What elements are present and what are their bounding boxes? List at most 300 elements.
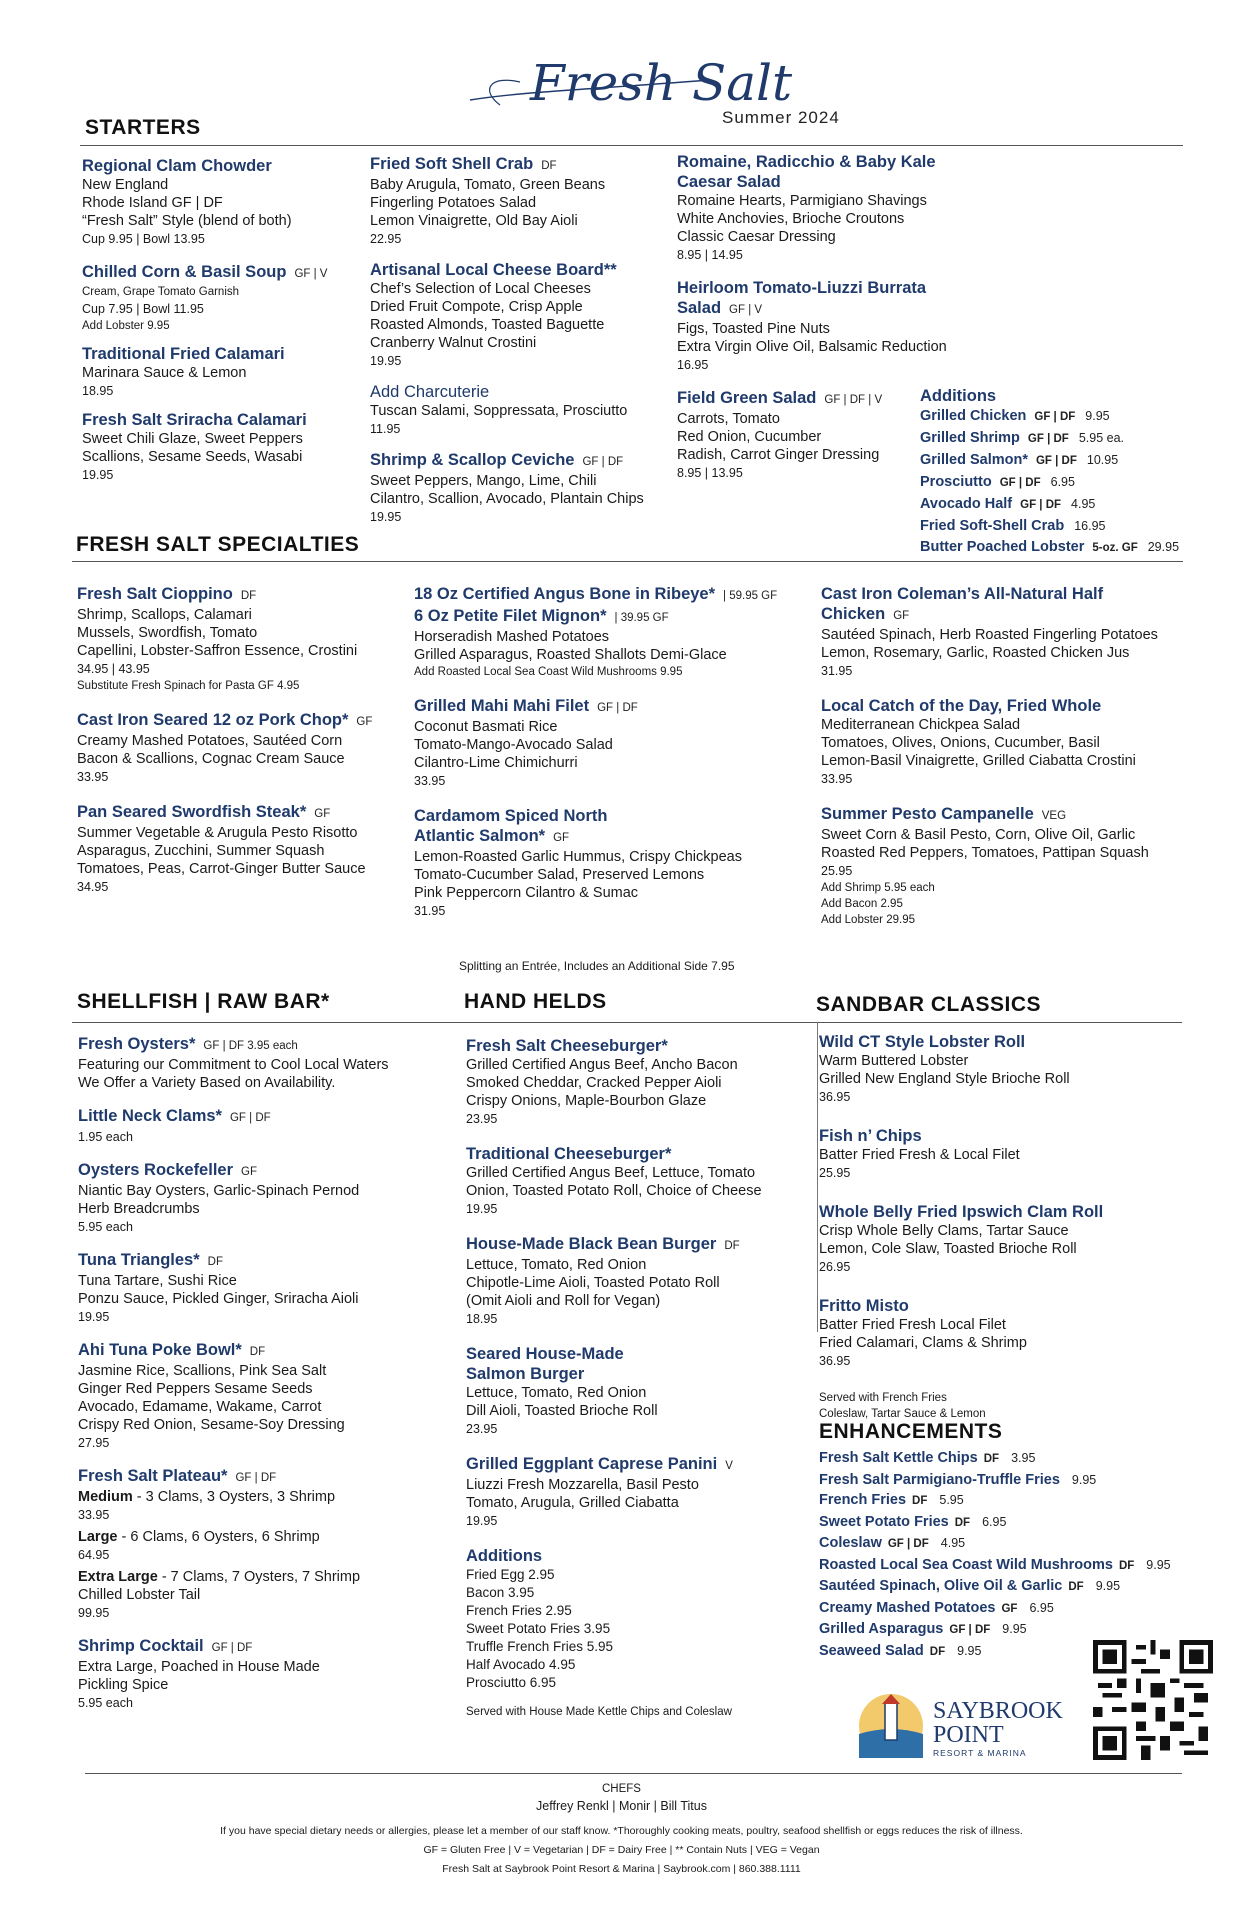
item-price: 8.95 | 13.95 bbox=[677, 466, 743, 480]
item-description: Sweet Chili Glaze, Sweet Peppers bbox=[82, 431, 303, 447]
menu-item bbox=[77, 802, 397, 896]
dietary-tag: GF | V bbox=[294, 268, 328, 280]
item-price: 5.95 each bbox=[78, 1696, 133, 1710]
enhancement-price: 6.95 bbox=[1029, 1600, 1054, 1615]
item-description: Lettuce, Tomato, Red Onion bbox=[466, 1257, 647, 1273]
dietary-tag: GF | DF bbox=[887, 1538, 929, 1550]
item-price: 33.95 bbox=[77, 770, 109, 784]
item-description: Grilled Certified Angus Beef, Lettuce, Tomato bbox=[466, 1165, 756, 1181]
item-name: Fresh Oysters* GF | DF 3.95 each bbox=[78, 1035, 298, 1053]
item-price: 19.95 bbox=[466, 1514, 498, 1528]
item-description: Grilled New England Style Brioche Roll bbox=[819, 1071, 1070, 1087]
item-description: Scallions, Sesame Seeds, Wasabi bbox=[82, 449, 303, 465]
item-price: 33.95 bbox=[821, 772, 853, 786]
menu-item bbox=[82, 344, 362, 400]
item-name: Fresh Salt Cheeseburger* bbox=[466, 1037, 668, 1055]
dietary-tag: GF bbox=[356, 716, 373, 728]
item-description: We Offer a Variety Based on Availability. bbox=[78, 1075, 336, 1091]
item-description: Marinara Sauce & Lemon bbox=[82, 365, 247, 381]
enhancements-heading: ENHANCEMENTS bbox=[819, 1420, 1003, 1443]
sandbar-column bbox=[819, 1032, 1199, 1422]
addition-item: Prosciutto 6.95 bbox=[466, 1675, 557, 1690]
dietary-tag: DF bbox=[929, 1645, 946, 1658]
sandbar-note: Coleslaw, Tartar Sauce & Lemon bbox=[819, 1408, 986, 1420]
item-price: 19.95 bbox=[82, 468, 114, 482]
dietary-tag: GF | DF bbox=[211, 1642, 253, 1654]
item-description: Tomato-Mango-Avocado Salad bbox=[414, 737, 613, 753]
item-price: 31.95 bbox=[414, 904, 446, 918]
addition-price: 9.95 bbox=[1085, 409, 1110, 423]
item-description: Rhode Island GF | DF bbox=[82, 195, 223, 211]
dietary-tag: GF bbox=[241, 1166, 257, 1178]
item-description: Roasted Red Peppers, Tomatoes, Pattipan Squash bbox=[821, 845, 1149, 861]
addition-item: Fried Soft-Shell Crab 16.95 bbox=[920, 518, 1106, 534]
item-price: 36.95 bbox=[819, 1090, 851, 1104]
item-description: Fried Calamari, Clams & Shrimp bbox=[819, 1335, 1027, 1351]
dietary-tag: GF | DF bbox=[1027, 433, 1069, 445]
svg-text:Fresh Salt: Fresh Salt bbox=[530, 54, 793, 112]
menu-item bbox=[78, 1340, 438, 1452]
item-name: Traditional Cheeseburger* bbox=[466, 1145, 672, 1163]
item-description: Lemon-Basil Vinaigrette, Grilled Ciabatta Crostini bbox=[821, 753, 1136, 769]
sandbar-heading: SANDBAR CLASSICS bbox=[816, 993, 1042, 1016]
item-name-secondary: 6 Oz Petite Filet Mignon* | 39.95 GF bbox=[414, 607, 669, 625]
item-name: 18 Oz Certified Angus Bone in Ribeye* | 59.95 GF bbox=[414, 585, 778, 603]
menu-item bbox=[82, 410, 362, 484]
item-description: Batter Fried Fresh & Local Filet bbox=[819, 1147, 1020, 1163]
menu-item bbox=[677, 152, 997, 264]
item-description: Pickling Spice bbox=[78, 1677, 169, 1693]
enhancement-item: Creamy Mashed Potatoes GF 6.95 bbox=[819, 1599, 1054, 1616]
item-name: Pan Seared Swordfish Steak* GF bbox=[77, 803, 331, 821]
item-price: 18.95 bbox=[466, 1312, 498, 1326]
item-description: Classic Caesar Dressing bbox=[677, 229, 836, 245]
addition-item: Grilled Chicken GF | DF 9.95 bbox=[920, 408, 1110, 424]
dietary-tag: DF bbox=[983, 1453, 1000, 1465]
chefs-names: Jeffrey Renkl | Monir | Bill Titus bbox=[536, 1799, 707, 1813]
menu-item bbox=[821, 696, 1221, 788]
addition-item: Half Avocado 4.95 bbox=[466, 1657, 576, 1672]
item-description: “Fresh Salt” Style (blend of both) bbox=[82, 213, 292, 229]
svg-text:SAYBROOK: SAYBROOK bbox=[933, 1698, 1063, 1724]
menu-item bbox=[82, 156, 362, 248]
menu-item bbox=[370, 450, 670, 526]
plateau-item bbox=[78, 1466, 438, 1622]
addition-price: 10.95 bbox=[1086, 453, 1119, 467]
plateau-tier: Extra Large - 7 Clams, 7 Oysters, 7 Shrimp bbox=[78, 1569, 361, 1585]
item-description: Bacon & Scallions, Cognac Cream Sauce bbox=[77, 751, 345, 767]
dietary-tag: GF | DF bbox=[582, 456, 624, 468]
dietary-tag: GF bbox=[1001, 1602, 1018, 1615]
item-name: Seared House-Made Salmon Burger bbox=[466, 1345, 624, 1383]
enhancement-item: Fresh Salt Parmigiano-Truffle Fries 9.95 bbox=[819, 1471, 1097, 1488]
item-description: Carrots, Tomato bbox=[677, 411, 780, 427]
item-description: Baby Arugula, Tomato, Green Beans bbox=[370, 177, 606, 193]
item-description: Dill Aioli, Toasted Brioche Roll bbox=[466, 1403, 658, 1419]
enhancement-item: Sweet Potato Fries DF 6.95 bbox=[819, 1513, 1007, 1530]
item-description: White Anchovies, Brioche Croutons bbox=[677, 211, 905, 227]
menu-item bbox=[819, 1032, 1199, 1106]
item-price: 19.95 bbox=[370, 510, 402, 524]
item-description: Cilantro, Scallion, Avocado, Plantain Chips bbox=[370, 491, 644, 507]
menu-item bbox=[677, 278, 997, 374]
item-name: Cast Iron Seared 12 oz Pork Chop* GF bbox=[77, 711, 373, 729]
enhancement-item: Grilled Asparagus GF | DF 9.95 bbox=[819, 1621, 1027, 1637]
enhancement-price: 9.95 bbox=[1002, 1622, 1027, 1636]
item-description: Sweet Peppers, Mango, Lime, Chili bbox=[370, 473, 597, 489]
menu-item bbox=[819, 1296, 1199, 1370]
item-price: 27.95 bbox=[78, 1436, 110, 1450]
item-price: 19.95 bbox=[466, 1202, 498, 1216]
menu-item bbox=[82, 262, 362, 334]
menu-item bbox=[78, 1034, 438, 1092]
specialties-column-3 bbox=[821, 584, 1221, 944]
item-name: Ahi Tuna Poke Bowl* DF bbox=[78, 1341, 266, 1359]
item-description: Lettuce, Tomato, Red Onion bbox=[466, 1385, 647, 1401]
item-name: Shrimp & Scallop Ceviche GF | DF bbox=[370, 451, 624, 469]
sandbar-note: Served with French Fries bbox=[819, 1392, 947, 1404]
chefs-title: CHEFS bbox=[602, 1783, 641, 1795]
dietary-tag: DF bbox=[240, 590, 257, 602]
item-name: House-Made Black Bean Burger DF bbox=[466, 1235, 740, 1253]
addition-item: Grilled Salmon* GF | DF 10.95 bbox=[920, 452, 1119, 468]
enhancement-price: 3.95 bbox=[1011, 1451, 1036, 1465]
starters-heading: STARTERS bbox=[85, 116, 201, 139]
item-price: 23.95 bbox=[466, 1422, 498, 1436]
item-name: Grilled Eggplant Caprese Panini V bbox=[466, 1455, 733, 1473]
dietary-tag: GF bbox=[553, 832, 570, 844]
dietary-tag: DF bbox=[724, 1240, 740, 1252]
addition-item: Truffle French Fries 5.95 bbox=[466, 1639, 614, 1654]
item-description: Fingerling Potatoes Salad bbox=[370, 195, 537, 211]
addition-item: Sweet Potato Fries 3.95 bbox=[466, 1621, 611, 1636]
item-price: 22.95 bbox=[370, 232, 402, 246]
dietary-tag: GF | DF bbox=[1020, 499, 1062, 511]
item-description: Avocado, Edamame, Wakame, Carrot bbox=[78, 1399, 322, 1415]
specialties-column-2 bbox=[414, 584, 814, 936]
addition-item: Grilled Shrimp GF | DF 5.95 ea. bbox=[920, 430, 1125, 446]
item-description: Smoked Cheddar, Cracked Pepper Aioli bbox=[466, 1075, 722, 1091]
item-price: 11.95 bbox=[370, 422, 401, 436]
item-price: 8.95 | 14.95 bbox=[677, 248, 743, 262]
item-description: Tuscan Salami, Soppressata, Prosciutto bbox=[370, 403, 628, 419]
item-name: Cardamom Spiced North Atlantic Salmon* GF bbox=[414, 807, 608, 845]
item-description: Capellini, Lobster-Saffron Essence, Crostini bbox=[77, 643, 358, 659]
dietary-tag: GF bbox=[314, 808, 331, 820]
item-description: Sautéed Spinach, Herb Roasted Fingerling Potatoes bbox=[821, 627, 1158, 643]
menu-item bbox=[77, 584, 397, 694]
contact-line: Fresh Salt at Saybrook Point Resort & Marina | Saybrook.com | 860.388.1111 bbox=[442, 1863, 801, 1875]
item-price: 33.95 bbox=[414, 774, 446, 788]
item-description: Cilantro-Lime Chimichurri bbox=[414, 755, 578, 771]
item-name: Whole Belly Fried Ipswich Clam Roll bbox=[819, 1203, 1104, 1221]
dietary-tag: GF | DF bbox=[235, 1472, 277, 1484]
item-name: Traditional Fried Calamari bbox=[82, 345, 285, 363]
enhancement-price: 5.95 bbox=[939, 1493, 964, 1507]
menu-item bbox=[414, 696, 814, 790]
item-extra: Add Lobster 9.95 bbox=[82, 320, 170, 332]
addition-item: Butter Poached Lobster 5-oz. GF 29.95 bbox=[920, 539, 1180, 555]
item-price: 25.95 bbox=[821, 864, 853, 878]
menu-item bbox=[466, 1454, 806, 1530]
dietary-tag: DF bbox=[912, 1495, 928, 1507]
item-price: 23.95 bbox=[466, 1112, 498, 1126]
item-description: Grilled Certified Angus Beef, Ancho Bacon bbox=[466, 1057, 738, 1073]
menu-item bbox=[77, 710, 397, 786]
starters-column-1 bbox=[82, 156, 362, 494]
item-description: Tomato, Arugula, Grilled Ciabatta bbox=[466, 1495, 679, 1511]
item-name: Tuna Triangles* DF bbox=[78, 1251, 223, 1269]
item-description: Extra Large, Poached in House Made bbox=[78, 1659, 320, 1675]
enhancement-item: Seaweed Salad DF 9.95 bbox=[819, 1642, 982, 1659]
menu-item bbox=[78, 1636, 438, 1712]
menu-item bbox=[466, 1344, 806, 1438]
menu-item bbox=[414, 584, 814, 680]
tier-size: Large bbox=[78, 1529, 118, 1545]
item-description: Romaine Hearts, Parmigiano Shavings bbox=[677, 193, 927, 209]
item-description: Lemon Vinaigrette, Old Bay Aioli bbox=[370, 213, 578, 229]
tier-price: 99.95 bbox=[78, 1606, 110, 1620]
addition-item: French Fries 2.95 bbox=[466, 1603, 572, 1618]
item-description: New England bbox=[82, 177, 169, 193]
item-name: Grilled Mahi Mahi Filet GF | DF bbox=[414, 697, 638, 715]
item-description: Horseradish Mashed Potatoes bbox=[414, 629, 610, 645]
item-description: Figs, Toasted Pine Nuts bbox=[677, 321, 830, 337]
item-description: Warm Buttered Lobster bbox=[819, 1053, 969, 1069]
item-description: Mediterranean Chickpea Salad bbox=[821, 717, 1021, 733]
addition-item: Fried Egg 2.95 bbox=[466, 1567, 555, 1582]
plateau-extra: Chilled Lobster Tail bbox=[78, 1587, 201, 1603]
additions-title: Additions bbox=[466, 1547, 543, 1565]
item-description: Lemon, Cole Slaw, Toasted Brioche Roll bbox=[819, 1241, 1077, 1257]
menu-item bbox=[821, 804, 1221, 928]
enhancement-item: Coleslaw GF | DF 4.95 bbox=[819, 1535, 966, 1551]
item-name: Shrimp Cocktail GF | DF bbox=[78, 1637, 253, 1655]
dietary-tag: | 39.95 GF bbox=[614, 612, 669, 624]
item-description: Shrimp, Scallops, Calamari bbox=[77, 607, 252, 623]
dietary-notice: If you have special dietary needs or allergies, please let a member of our staff know. *Thoroughly cooking meats, poultry, seafood shellfish or eggs reduces the risk of illness. bbox=[220, 1825, 1023, 1837]
dietary-tag: DF bbox=[249, 1346, 266, 1358]
item-price: 1.95 each bbox=[78, 1130, 133, 1144]
item-description: Crispy Red Onion, Sesame-Soy Dressing bbox=[78, 1417, 345, 1433]
item-price: 31.95 bbox=[821, 664, 853, 678]
handhelds-additions bbox=[466, 1546, 806, 1692]
svg-text:POINT: POINT bbox=[933, 1722, 1004, 1748]
item-description: Chipotle-Lime Aioli, Toasted Potato Roll bbox=[466, 1275, 720, 1291]
item-description: Liuzzi Fresh Mozzarella, Basil Pesto bbox=[466, 1477, 699, 1493]
item-name: Add Charcuterie bbox=[370, 383, 490, 401]
item-name: Cast Iron Coleman’s All-Natural Half Chicken GF bbox=[821, 585, 1104, 623]
dietary-tag: DF bbox=[1068, 1581, 1084, 1593]
dietary-tag: GF | DF bbox=[1035, 455, 1077, 467]
enhancements-column bbox=[819, 1420, 1229, 1662]
item-description: Lemon-Roasted Garlic Hummus, Crispy Chickpeas bbox=[414, 849, 742, 865]
rawbar-column bbox=[78, 1034, 438, 1722]
item-name: Little Neck Clams* GF | DF bbox=[78, 1107, 271, 1125]
dietary-tag: | 59.95 GF bbox=[723, 590, 778, 602]
item-description: Lemon, Rosemary, Garlic, Roasted Chicken Jus bbox=[821, 645, 1130, 661]
menu-item bbox=[466, 1144, 806, 1218]
item-description: Featuring our Commitment to Cool Local Waters bbox=[78, 1057, 389, 1073]
item-description: Grilled Asparagus, Roasted Shallots Demi-Glace bbox=[414, 647, 727, 663]
item-name: Fried Soft Shell Crab DF bbox=[370, 155, 557, 173]
menu-item bbox=[370, 154, 670, 248]
dietary-tag: GF | DF bbox=[999, 477, 1041, 489]
item-name: Heirloom Tomato-Liuzzi Burrata Salad GF | V bbox=[677, 279, 927, 317]
starters-column-2 bbox=[370, 154, 670, 538]
item-extra: Add Roasted Local Sea Coast Wild Mushrooms 9.95 bbox=[414, 666, 683, 678]
item-description: Roasted Almonds, Toasted Baguette bbox=[370, 317, 605, 333]
item-name: Field Green Salad GF | DF | V bbox=[677, 389, 883, 407]
dietary-tag: GF bbox=[893, 610, 910, 622]
item-description: Asparagus, Zucchini, Summer Squash bbox=[77, 843, 325, 859]
svg-text:RESORT & MARINA: RESORT & MARINA bbox=[933, 1748, 1027, 1758]
enhancement-price: 9.95 bbox=[957, 1643, 982, 1658]
item-description: Cranberry Walnut Crostini bbox=[370, 335, 537, 351]
item-name: Local Catch of the Day, Fried Whole bbox=[821, 697, 1102, 715]
enhancement-item: Fresh Salt Kettle Chips DF 3.95 bbox=[819, 1450, 1036, 1466]
menu-item bbox=[414, 806, 814, 920]
item-name: Regional Clam Chowder bbox=[82, 157, 272, 175]
addition-item: Prosciutto GF | DF 6.95 bbox=[920, 474, 1075, 490]
item-description: Coconut Basmati Rice bbox=[414, 719, 558, 735]
enhancement-price: 6.95 bbox=[982, 1514, 1007, 1529]
item-price: 25.95 bbox=[819, 1166, 851, 1180]
item-name: Romaine, Radicchio & Baby Kale Caesar Salad bbox=[677, 153, 936, 191]
item-price: Cup 7.95 | Bowl 11.95 bbox=[82, 302, 204, 316]
item-description: Herb Breadcrumbs bbox=[78, 1201, 200, 1217]
enhancement-item: French Fries DF 5.95 bbox=[819, 1492, 964, 1508]
dietary-tag: DF bbox=[954, 1516, 971, 1529]
menu-item bbox=[821, 584, 1221, 680]
item-description: Extra Virgin Olive Oil, Balsamic Reduction bbox=[677, 339, 947, 355]
menu-item bbox=[78, 1106, 438, 1146]
item-description: Mussels, Swordfish, Tomato bbox=[77, 625, 258, 641]
item-description: Onion, Toasted Potato Roll, Choice of Cheese bbox=[466, 1183, 762, 1199]
item-name: Oysters Rockefeller GF bbox=[78, 1161, 257, 1179]
dietary-tag: GF | DF bbox=[949, 1624, 991, 1636]
item-description: Cream, Grape Tomato Garnish bbox=[82, 286, 240, 298]
plateau-tier: Medium - 3 Clams, 3 Oysters, 3 Shrimp bbox=[78, 1489, 336, 1505]
item-description: Red Onion, Cucumber bbox=[677, 429, 822, 445]
tier-size: Extra Large bbox=[78, 1569, 158, 1585]
item-description: Ginger Red Peppers Sesame Seeds bbox=[78, 1381, 313, 1397]
enhancement-price: 4.95 bbox=[940, 1536, 966, 1550]
item-name: Artisanal Local Cheese Board** bbox=[370, 261, 617, 279]
item-name: Wild CT Style Lobster Roll bbox=[819, 1033, 1026, 1051]
item-name: Fresh Salt Cioppino DF bbox=[77, 585, 257, 603]
enhancement-item: Roasted Local Sea Coast Wild Mushrooms DF 9.95 bbox=[819, 1556, 1171, 1573]
menu-item bbox=[370, 382, 670, 438]
item-name: Fresh Salt Sriracha Calamari bbox=[82, 411, 307, 429]
handhelds-note: Served with House Made Kettle Chips and Coleslaw bbox=[466, 1706, 732, 1718]
enhancement-price: 9.95 bbox=[1146, 1557, 1171, 1572]
legend: GF = Gluten Free | V = Vegetarian | DF = Dairy Free | ** Contain Nuts | VEG = Vegan bbox=[423, 1844, 820, 1856]
menu-item bbox=[370, 260, 670, 370]
dietary-tag: GF | DF 3.95 each bbox=[203, 1040, 298, 1052]
enhancement-item: Sautéed Spinach, Olive Oil & Garlic DF 9.95 bbox=[819, 1578, 1121, 1594]
addition-item: Bacon 3.95 bbox=[466, 1585, 535, 1600]
item-description: Ponzu Sauce, Pickled Ginger, Sriracha Aioli bbox=[78, 1291, 359, 1307]
menu-item bbox=[819, 1126, 1199, 1182]
dietary-tag: GF | DF bbox=[597, 702, 638, 714]
additions-title: Additions bbox=[920, 387, 997, 405]
menu-item bbox=[819, 1202, 1199, 1276]
item-name: Fritto Misto bbox=[819, 1297, 909, 1315]
dietary-tag: DF bbox=[207, 1256, 223, 1268]
enhancement-price: 9.95 bbox=[1095, 1579, 1121, 1593]
item-description: Tomatoes, Olives, Onions, Cucumber, Basil bbox=[821, 735, 1100, 751]
item-name: Summer Pesto Campanelle VEG bbox=[821, 805, 1067, 823]
handhelds-column bbox=[466, 1036, 806, 1720]
addition-price: 16.95 bbox=[1074, 519, 1106, 533]
item-price: 18.95 bbox=[82, 384, 114, 398]
item-description: Pink Peppercorn Cilantro & Sumac bbox=[414, 885, 639, 901]
item-description: Tomatoes, Peas, Carrot-Ginger Butter Sauce bbox=[77, 861, 366, 877]
tier-price: 33.95 bbox=[78, 1508, 110, 1522]
item-price: 34.95 bbox=[77, 880, 109, 894]
dietary-tag: V bbox=[725, 1460, 733, 1472]
item-price: 19.95 bbox=[370, 354, 402, 368]
item-description: Crisp Whole Belly Clams, Tartar Sauce bbox=[819, 1223, 1069, 1239]
item-description: Crispy Onions, Maple-Bourbon Glaze bbox=[466, 1093, 707, 1109]
dietary-tag: GF | DF bbox=[1034, 411, 1076, 423]
addition-price: 4.95 bbox=[1071, 497, 1096, 511]
item-description: (Omit Aioli and Roll for Vegan) bbox=[466, 1293, 661, 1309]
item-description: Summer Vegetable & Arugula Pesto Risotto bbox=[77, 825, 358, 841]
item-description: Chef’s Selection of Local Cheeses bbox=[370, 281, 591, 297]
split-entree-note: Splitting an Entrée, Includes an Additional Side 7.95 bbox=[459, 959, 735, 973]
specialties-column-1 bbox=[77, 584, 397, 912]
item-description: Radish, Carrot Ginger Dressing bbox=[677, 447, 880, 463]
item-description: Batter Fried Fresh Local Filet bbox=[819, 1317, 1006, 1333]
item-description: Niantic Bay Oysters, Garlic-Spinach Pernod bbox=[78, 1183, 360, 1199]
addition-price: 6.95 bbox=[1050, 475, 1075, 489]
item-name: Chilled Corn & Basil Soup GF | V bbox=[82, 263, 328, 281]
dietary-tag: 5-oz. GF bbox=[1092, 542, 1138, 554]
handhelds-heading: HAND HELDS bbox=[464, 990, 607, 1013]
menu-item bbox=[466, 1234, 806, 1328]
dietary-tag: GF | V bbox=[729, 304, 763, 316]
tier-price: 64.95 bbox=[78, 1548, 110, 1562]
rawbar-heading: SHELLFISH | RAW BAR* bbox=[77, 990, 330, 1013]
enhancement-price: 9.95 bbox=[1071, 1472, 1097, 1487]
item-price: 36.95 bbox=[819, 1354, 851, 1368]
dietary-tag: GF | DF bbox=[229, 1112, 271, 1124]
item-add-on: Add Bacon 2.95 bbox=[821, 898, 903, 910]
item-price: 16.95 bbox=[677, 358, 709, 372]
addition-price: 5.95 ea. bbox=[1078, 431, 1125, 445]
addition-price: 29.95 bbox=[1147, 540, 1180, 554]
menu-item bbox=[78, 1160, 438, 1236]
item-name: Fish n’ Chips bbox=[819, 1127, 922, 1145]
starters-additions bbox=[920, 386, 1220, 559]
addition-item: Avocado Half GF | DF 4.95 bbox=[920, 496, 1096, 512]
item-description: Tuna Tartare, Sushi Rice bbox=[78, 1273, 237, 1289]
saybrook-point-logo bbox=[855, 1688, 1065, 1760]
item-description: Tomato-Cucumber Salad, Preserved Lemons bbox=[414, 867, 705, 883]
item-price: 5.95 each bbox=[78, 1220, 133, 1234]
qr-code[interactable] bbox=[1093, 1640, 1213, 1760]
menu-item bbox=[466, 1036, 806, 1128]
dietary-tag: DF bbox=[541, 160, 557, 172]
item-price: 19.95 bbox=[78, 1310, 110, 1324]
item-add-on: Add Shrimp 5.95 each bbox=[821, 882, 935, 894]
item-price: 34.95 | 43.95 bbox=[77, 662, 150, 676]
menu-item bbox=[78, 1250, 438, 1326]
dietary-tag: DF bbox=[1118, 1559, 1135, 1572]
item-description: Jasmine Rice, Scallions, Pink Sea Salt bbox=[78, 1363, 327, 1379]
